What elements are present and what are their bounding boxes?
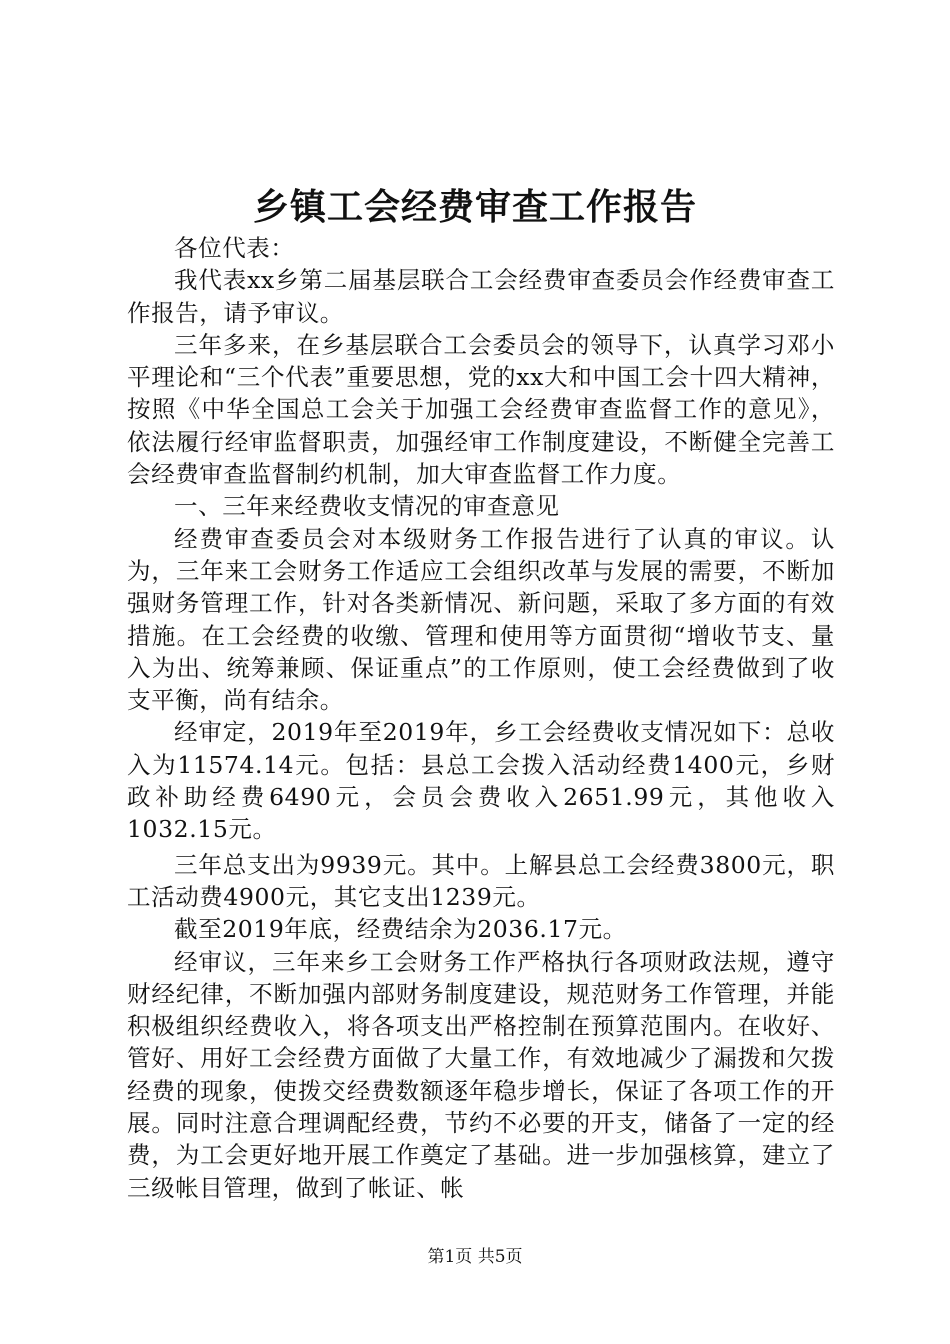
document-body bbox=[127, 232, 835, 1204]
body-paragraph: 截至2019年底，经费结余为2036.17元。 bbox=[174, 915, 627, 944]
section-heading: 一、三年来经费收支情况的审查意见 bbox=[174, 492, 560, 521]
body-paragraph: 我代表xx乡第二届基层联合工会经费审查委员会作经费审查工作报告，请予审议。 bbox=[127, 266, 835, 327]
document-title: 乡镇工会经费审查工作报告 bbox=[252, 186, 697, 228]
body-paragraph: 经费审查委员会对本级财务工作报告进行了认真的审议。认为，三年来工会财务工作适应工会组织改革与发展的需要，不断加强财务管理工作，针对各类新情况、新问题，采取了多方面的有效措施。在工会经费的收缴、管理和使用等方面贯彻“增收节支、量入为出、统筹兼顾、保证重点”的工作原则，使工会经费做到了收支平衡，尚有结余。 bbox=[127, 524, 835, 715]
page-number-footer: 第1页 共5页 bbox=[427, 1247, 523, 1267]
salutation-paragraph: 各位代表： bbox=[174, 234, 295, 262]
body-paragraph: 三年总支出为9939元。其中。上解县总工会经费3800元，职工活动费4900元，其它支出1239元。 bbox=[127, 850, 835, 911]
body-paragraph: 三年多来，在乡基层联合工会委员会的领导下，认真学习邓小平理论和“三个代表”重要思想，党的xx大和中国工会十四大精神，按照《中华全国总工会关于加强工会经费审查监督工作的意见》，依法履行经审监督职责，加强经审工作制度建设，不断健全完善工会经费审查监督制约机制，加大审查监督工作力度。 bbox=[127, 330, 835, 489]
body-paragraph: 经审议，三年来乡工会财务工作严格执行各项财政法规，遵守财经纪律，不断加强内部财务制度建设，规范财务工作管理，并能积极组织经费收入，将各项支出严格控制在预算范围内。在收好、管好、用好工会经费方面做了大量工作，有效地减少了漏拨和欠拨经费的现象，使拨交经费数额逐年稳步增长，保证了各项工作的开展。同时注意合理调配经费，节约不必要的开支，储备了一定的经费，为工会更好地开展工作奠定了基础。进一步加强核算，建立了三级帐目管理，做到了帐证、帐 bbox=[127, 947, 835, 1202]
body-paragraph: 经审定，2019年至2019年，乡工会经费收支情况如下：总收入为11574.14元。包括：县总工会拨入活动经费1400元，乡财政补助经费6490元，会员会费收入2651.99元，其他收入1032.15元。 bbox=[127, 718, 835, 844]
